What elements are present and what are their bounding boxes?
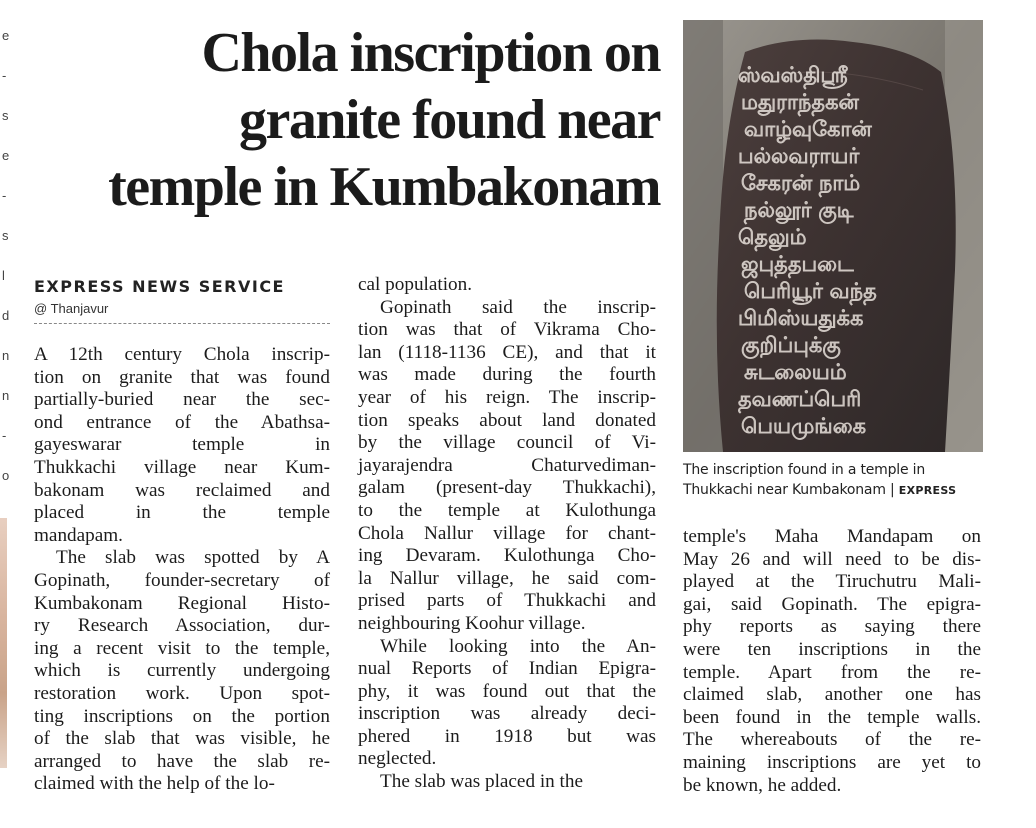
- article-line: temple. Apart from the re-: [683, 661, 981, 683]
- article-line: Chola Nallur village for chant-: [358, 522, 656, 544]
- fragment-letter: e: [2, 28, 10, 43]
- article-line: of the slab that was visible, he: [34, 728, 330, 750]
- inscription-line: குறிப்புக்கு: [741, 333, 841, 357]
- article-line: galam (present-day Thukkachi),: [358, 477, 656, 499]
- inscription-line: மதுராந்தகன்: [741, 90, 859, 114]
- fragment-letter: s: [2, 228, 9, 243]
- article-line: to the temple at Kulothunga: [358, 499, 656, 521]
- fragment-letter: -: [2, 188, 7, 203]
- inscription-line: ஜபுத்தபடை: [741, 252, 854, 276]
- inscription-line: பல்லவராயர்: [738, 144, 860, 168]
- article-line: nual Reports of Indian Epigra-: [358, 658, 656, 680]
- article-column-2: [358, 274, 656, 794]
- article-line: tion speaks about land donated: [358, 409, 656, 431]
- article-line: temple's Maha Mandapam on: [683, 526, 981, 547]
- inscription-photo: [683, 20, 983, 452]
- article-line: claimed slab, another one has: [683, 684, 981, 706]
- headline-line: temple in Kumbakonam: [108, 156, 660, 218]
- article-line: phy, it was found out that the: [358, 680, 656, 702]
- article-line: gai, said Gopinath. The epigra-: [683, 593, 981, 615]
- fragment-letter: o: [2, 468, 10, 483]
- fragment-letter: s: [2, 108, 9, 123]
- article-line: Gopinath, founder-secretary of: [34, 569, 330, 591]
- article-line: gayeswarar temple in: [34, 434, 330, 456]
- article-line: which is currently undergoing: [34, 660, 330, 682]
- article-line: phy reports as saying there: [683, 616, 981, 638]
- fragment-letter: n: [2, 348, 10, 363]
- inscription-line: வாழ்வுகோன்: [744, 117, 872, 141]
- fragment-letter: e: [2, 148, 10, 163]
- article-line: be known, he added.: [683, 774, 842, 796]
- article-line: neglected.: [358, 748, 437, 770]
- article-line: bakonam was reclaimed and: [34, 479, 330, 501]
- article-line: neighbouring Koohur village.: [358, 612, 586, 634]
- fragment-letter: -: [2, 428, 7, 443]
- article-line: was made during the fourth: [358, 364, 656, 386]
- article-line: The slab was spotted by A: [56, 547, 330, 569]
- fragment-letter: n: [2, 388, 10, 403]
- article-line: A 12th century Chola inscrip-: [34, 344, 330, 365]
- byline-dateline: @ Thanjavur: [34, 301, 109, 316]
- article-line: lan (1118-1136 CE), and that it: [358, 341, 656, 363]
- article-line: been found in the temple walls.: [683, 706, 981, 728]
- article-line: phered in 1918 but was: [358, 725, 656, 747]
- article-line: May 26 and will need to be dis-: [683, 548, 981, 570]
- inscription-line: பிமிஸ்யதுக்க: [738, 306, 864, 330]
- inscription-line: பெயமுங்கை: [741, 414, 866, 438]
- adjacent-photo-edge: [0, 518, 7, 768]
- article-line: by the village council of Vi-: [358, 432, 656, 454]
- article-line: tion on granite that was found: [34, 366, 330, 388]
- article-line: tion was that of Vikrama Cho-: [358, 319, 656, 341]
- photo-credit: EXPRESS: [898, 484, 957, 497]
- article-line: year of his reign. The inscrip-: [358, 386, 656, 408]
- byline-divider: [34, 323, 330, 324]
- article-line: played at the Tiruchutru Mali-: [683, 571, 981, 593]
- photo-caption: [683, 460, 983, 501]
- fragment-letter: d: [2, 308, 10, 323]
- article-line: restoration work. Upon spot-: [34, 682, 330, 704]
- article-line: jayarajendra Chaturvediman-: [358, 454, 656, 476]
- article-line: prised parts of Thukkachi and: [358, 590, 656, 612]
- article-line: maining inscriptions are yet to: [683, 751, 981, 773]
- article-column-1: [34, 344, 330, 796]
- inscription-line: நல்லூர் குடி: [744, 198, 854, 222]
- article-line: inscription was already deci-: [358, 703, 656, 725]
- inscription-line: ஸ்வஸ்திஸ்ரீ: [738, 63, 848, 87]
- article-line: Gopinath said the inscrip-: [380, 296, 656, 318]
- inscription-line: சேகரன் நாம்: [741, 171, 861, 195]
- byline-author: EXPRESS NEWS SERVICE: [34, 277, 285, 296]
- fragment-letter: -: [2, 68, 7, 83]
- article-line: arranged to have the slab re-: [34, 750, 330, 772]
- inscription-line: தெலும்: [738, 225, 807, 249]
- article-line: ry Research Association, dur-: [34, 615, 330, 637]
- inscription-line: சுடலையம்: [744, 360, 847, 384]
- article-line: While looking into the An-: [380, 635, 656, 657]
- inscription-stone-image: [683, 20, 983, 452]
- inscription-line: பெரியூர் வந்த: [744, 279, 877, 303]
- article-line: ond entrance of the Abathsa-: [34, 411, 330, 433]
- article-line: mandapam.: [34, 524, 123, 546]
- article-line: Kumbakonam Regional Histo-: [34, 592, 330, 614]
- article-line: partially-buried near the sec-: [34, 389, 330, 411]
- article-line: claimed with the help of the lo-: [34, 773, 275, 795]
- article-line: ing a recent visit to the temple,: [34, 637, 330, 659]
- article-line: placed in the temple: [34, 502, 330, 524]
- headline: [20, 20, 660, 221]
- article-line: Thukkachi village near Kum-: [34, 456, 330, 478]
- article-line: la Nallur village, he said com-: [358, 567, 656, 589]
- article-line: cal population.: [358, 274, 473, 295]
- headline-line: Chola inscription on: [201, 22, 660, 84]
- inscription-line: தவணப்பெரி: [738, 387, 862, 411]
- fragment-letter: l: [2, 268, 5, 283]
- article-column-3: [683, 526, 981, 797]
- article-line: ting inscriptions on the portion: [34, 705, 330, 727]
- caption-text: The inscription found in a temple in: [683, 462, 926, 478]
- article-line: The whereabouts of the re-: [683, 729, 981, 751]
- caption-text: Thukkachi near Kumbakonam |: [683, 482, 895, 498]
- article-line: The slab was placed in the: [380, 771, 583, 793]
- article-line: ing Devaram. Kulothunga Cho-: [358, 545, 656, 567]
- article-line: were ten inscriptions in the: [683, 638, 981, 660]
- headline-line: granite found near: [239, 89, 660, 151]
